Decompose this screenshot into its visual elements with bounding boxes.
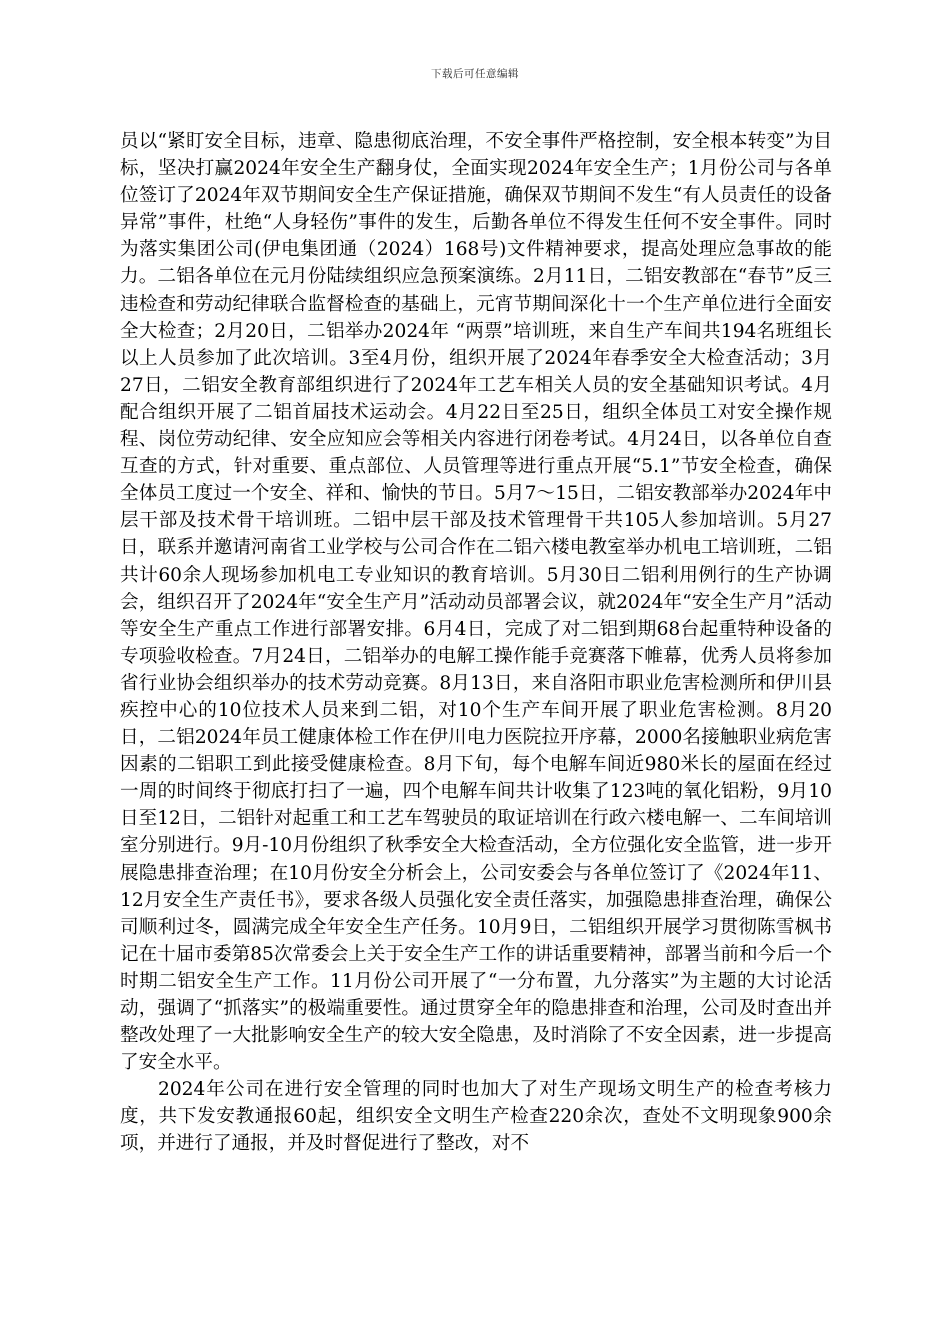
- paragraph: 2024年公司在进行安全管理的同时也加大了对生产现场文明生产的检查考核力度，共下发安教通报60起，组织安全文明生产检查220余次，查处不文明现象900余项，并进行了通报，并及时督促进行了整改，对不: [120, 1079, 832, 1155]
- page-header: 下载后可任意编辑: [431, 68, 519, 80]
- document-body: [120, 128, 832, 1158]
- paragraph-continued: 员以“紧盯安全目标，违章、隐患彻底治理，不安全事件严格控制，安全根本转变”为目标，坚决打赢2024年安全生产翻身仗，全面实现2024年安全生产；1月份公司与各单位签订了2024年双节期间安全生产保证措施，确保双节期间不发生“有人员责任的设备异常”事件，杜绝“人身轻伤”事件的发生，后勤各单位不得发生任何不安全事件。同时为落实集团公司(伊电集团通（2024）168号)文件精神要求，提高处理应急事故的能力。二铝各单位在元月份陆续组织应急预案演练。2月11日，二铝安教部在“春节”反三违检查和劳动纪律联合监督检查的基础上，元宵节期间深化十一个生产单位进行全面安全大检查；2月20日，二铝举办2024年 “两票”培训班，来自生产车间共194名班组长以上人员参加了此次培训。3至4月份，组织开展了2024年春季安全大检查活动；3月27日，二铝安全教育部组织进行了2024年工艺车相关人员的安全基础知识考试。4月配合组织开展了二铝首届技术运动会。4月22日至25日，组织全体员工对安全操作规程、岗位劳动纪律、安全应知应会等相关内容进行闭卷考试。4月24日，以各单位自查互查的方式，针对重要、重点部位、人员管理等进行重点开展“5.1”节安全检查，确保全体员工度过一个安全、祥和、愉快的节日。5月7～15日，二铝安教部举办2024年中层干部及技术骨干培训班。二铝中层干部及技术管理骨干共105人参加培训。5月27日，联系并邀请河南省工业学校与公司合作在二铝六楼电教室举办机电工培训班，二铝共计60余人现场参加机电工专业知识的教育培训。5月30日二铝利用例行的生产协调会，组织召开了2024年“安全生产月”活动动员部署会议，就2024年“安全生产月”活动等安全生产重点工作进行部署安排。6月4日，完成了对二铝到期68台起重特种设备的专项验收检查。7月24日，二铝举办的电解工操作能手竞赛落下帷幕，优秀人员将参加省行业协会组织举办的技术劳动竞赛。8月13日，来自洛阳市职业危害检测所和伊川县疾控中心的10位技术人员来到二铝，对10个生产车间开展了职业危害检测。8月20日，二铝2024年员工健康体检工作在伊川电力医院拉开序幕，2000名接触职业病危害因素的二铝职工到此接受健康检查。8月下旬，每个电解车间近980米长的屋面在经过一周的时间终于彻底打扫了一遍，四个电解车间共计收集了123吨的氧化铝粉，9月10日至12日，二铝针对起重工和工艺车驾驶员的取证培训在行政六楼电解一、二车间培训室分别进行。9月-10月份组织了秋季安全大检查活动，全方位强化安全监管，进一步开展隐患排查治理；在10月份安全分析会上，公司安委会与各单位签订了《2024年11、12月安全生产责任书》，要求各级人员强化安全责任落实，加强隐患排查治理，确保公司顺利过冬，圆满完成全年安全生产任务。10月9日，二铝组织开展学习贯彻陈雪枫书记在十届市委第85次常委会上关于安全生产工作的讲话重要精神，部署当前和今后一个时期二铝安全生产工作。11月份公司开展了“一分布置，九分落实”为主题的大讨论活动，强调了“抓落实”的极端重要性。通过贯穿全年的隐患排查和治理，公司及时查出并整改处理了一大批影响安全生产的较大安全隐患，及时消除了不安全因素，进一步提高了安全水平。: [120, 131, 832, 1074]
